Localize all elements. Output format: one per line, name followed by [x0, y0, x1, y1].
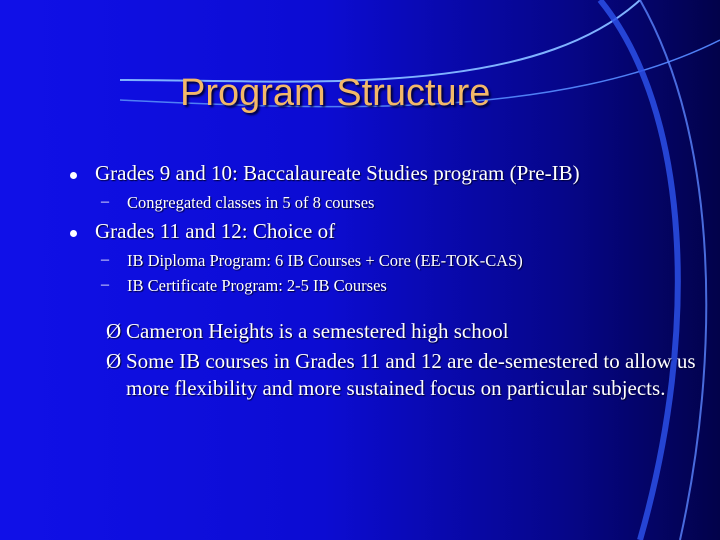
sub-bullet-dash: – [101, 193, 109, 210]
bullet-dot [70, 230, 77, 237]
sub-item-ib-diploma: IB Diploma Program: 6 IB Courses + Core (EE-TOK-CAS) [127, 251, 523, 270]
bullet-dot [70, 172, 77, 179]
sub-bullet-dash: – [101, 251, 109, 268]
bullet-grades-11-12: Grades 11 and 12: Choice of [95, 219, 336, 243]
bullet-grades-9-10: Grades 9 and 10: Baccalaureate Studies program (Pre-IB) [95, 161, 580, 185]
decor-curve-right [600, 0, 678, 540]
arrow-bullet-icon: Ø [106, 319, 122, 343]
arrow-bullet-icon: Ø [106, 349, 122, 373]
arrow-item-de-semestered [106, 348, 706, 402]
arrow-item-text: Cameron Heights is a semestered high school [126, 319, 509, 343]
sub-bullet-dash: – [101, 276, 109, 293]
arrow-item-text: Some IB courses in Grades 11 and 12 are de-semestered to allow us more flexibility and more sustained focus on particular subjects. [126, 349, 696, 400]
sub-item-ib-certificate: IB Certificate Program: 2-5 IB Courses [127, 276, 387, 295]
slide-title: Program Structure [180, 72, 491, 114]
arrow-item-semestered [106, 318, 706, 345]
decor-curve-right-light [640, 0, 706, 540]
decor-curve-outer [120, 0, 640, 82]
sub-item-congregated: Congregated classes in 5 of 8 courses [127, 193, 375, 212]
